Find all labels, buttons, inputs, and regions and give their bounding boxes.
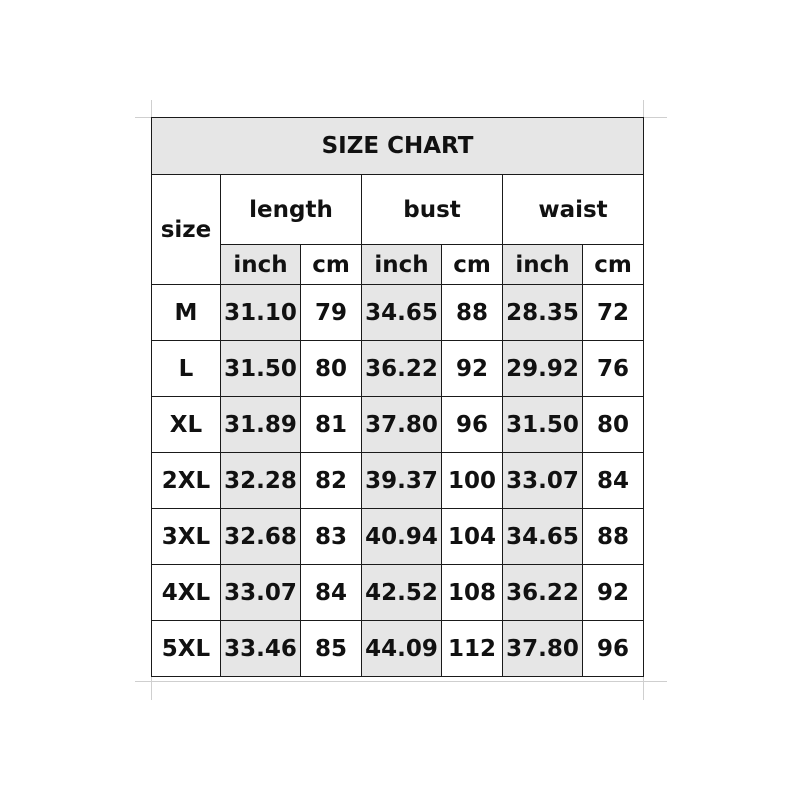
size-label: 4XL xyxy=(152,565,221,621)
waist-cm-cell: 92 xyxy=(583,565,644,621)
length-inch-cell: 31.10 xyxy=(221,285,301,341)
waist-inch-cell: 36.22 xyxy=(503,565,583,621)
bust-cm-cell: 96 xyxy=(442,397,503,453)
bust-cm-cell: 100 xyxy=(442,453,503,509)
length-cm-cell: 82 xyxy=(301,453,362,509)
bust-inch-cell: 37.80 xyxy=(362,397,442,453)
length-cm-cell: 79 xyxy=(301,285,362,341)
waist-cm-cell: 80 xyxy=(583,397,644,453)
bust-cm-cell: 112 xyxy=(442,621,503,677)
length-inch-cell: 32.28 xyxy=(221,453,301,509)
unit-header-row xyxy=(152,245,644,285)
group-header-row xyxy=(152,175,644,245)
size-chart-table xyxy=(151,117,644,677)
bust-cm-cell: 92 xyxy=(442,341,503,397)
waist-inch-cell: 37.80 xyxy=(503,621,583,677)
bust-inch-cell: 42.52 xyxy=(362,565,442,621)
bust-cm-cell: 88 xyxy=(442,285,503,341)
waist-header: waist xyxy=(503,175,644,245)
table-row xyxy=(152,341,644,397)
length-header: length xyxy=(221,175,362,245)
waist-inch-cell: 29.92 xyxy=(503,341,583,397)
bust-cm-cell: 108 xyxy=(442,565,503,621)
bust-inch-cell: 34.65 xyxy=(362,285,442,341)
length-cm-cell: 80 xyxy=(301,341,362,397)
waist-cm-cell: 96 xyxy=(583,621,644,677)
bust-inch-cell: 40.94 xyxy=(362,509,442,565)
waist-cm-cell: 88 xyxy=(583,509,644,565)
table-row xyxy=(152,565,644,621)
size-label: 2XL xyxy=(152,453,221,509)
length-cm-cell: 84 xyxy=(301,565,362,621)
bust-inch-cell: 44.09 xyxy=(362,621,442,677)
waist-cm-cell: 76 xyxy=(583,341,644,397)
length-inch-cell: 31.89 xyxy=(221,397,301,453)
size-label: XL xyxy=(152,397,221,453)
size-label: L xyxy=(152,341,221,397)
table-row xyxy=(152,397,644,453)
unit-header-inch: inch xyxy=(503,245,583,285)
table-row xyxy=(152,509,644,565)
unit-header-cm: cm xyxy=(583,245,644,285)
table-row xyxy=(152,453,644,509)
length-cm-cell: 81 xyxy=(301,397,362,453)
length-inch-cell: 33.07 xyxy=(221,565,301,621)
length-inch-cell: 33.46 xyxy=(221,621,301,677)
bust-inch-cell: 39.37 xyxy=(362,453,442,509)
size-column-header: size xyxy=(152,175,221,285)
length-cm-cell: 85 xyxy=(301,621,362,677)
unit-header-inch: inch xyxy=(221,245,301,285)
bust-inch-cell: 36.22 xyxy=(362,341,442,397)
chart-title: SIZE CHART xyxy=(152,118,644,175)
waist-inch-cell: 31.50 xyxy=(503,397,583,453)
waist-inch-cell: 28.35 xyxy=(503,285,583,341)
waist-inch-cell: 33.07 xyxy=(503,453,583,509)
bust-header: bust xyxy=(362,175,503,245)
sheet-guide-bottom xyxy=(135,681,667,682)
length-inch-cell: 31.50 xyxy=(221,341,301,397)
table-row xyxy=(152,621,644,677)
unit-header-cm: cm xyxy=(442,245,503,285)
bust-cm-cell: 104 xyxy=(442,509,503,565)
size-label: M xyxy=(152,285,221,341)
length-inch-cell: 32.68 xyxy=(221,509,301,565)
unit-header-inch: inch xyxy=(362,245,442,285)
title-row xyxy=(152,118,644,175)
waist-inch-cell: 34.65 xyxy=(503,509,583,565)
waist-cm-cell: 72 xyxy=(583,285,644,341)
table-row xyxy=(152,285,644,341)
size-label: 5XL xyxy=(152,621,221,677)
size-label: 3XL xyxy=(152,509,221,565)
waist-cm-cell: 84 xyxy=(583,453,644,509)
unit-header-cm: cm xyxy=(301,245,362,285)
length-cm-cell: 83 xyxy=(301,509,362,565)
